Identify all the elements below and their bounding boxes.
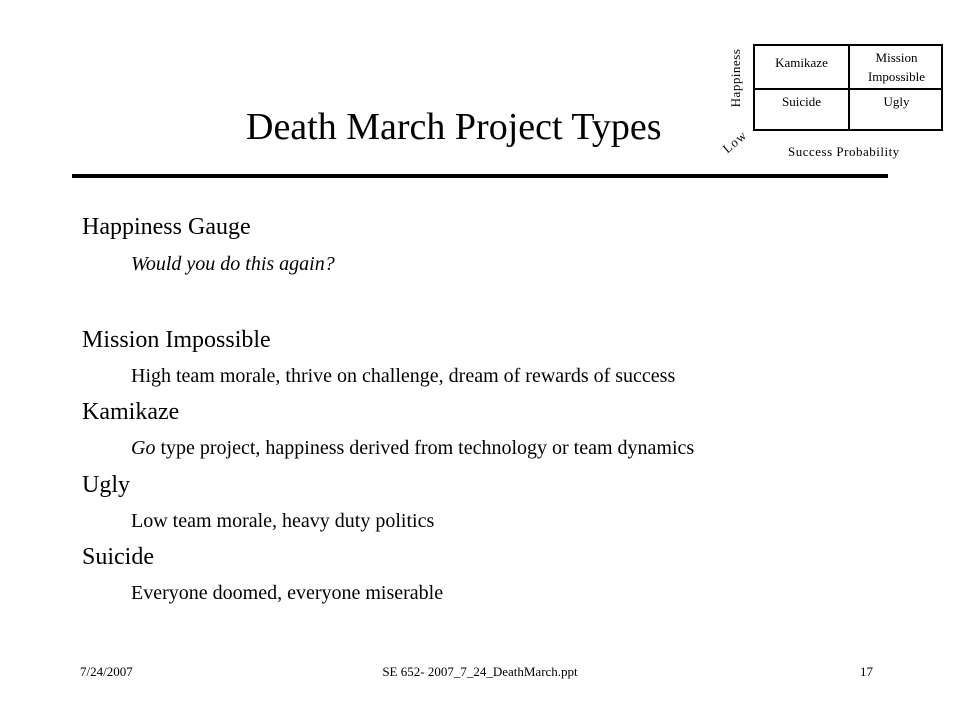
bullet-kamikaze-detail-rest: type project, happiness derived from technology or team dynamics [155, 437, 695, 459]
bullet-kamikaze-detail [131, 436, 694, 460]
footer-page-number: 17 [860, 664, 873, 679]
bullet-happiness-gauge: Happiness Gauge [82, 214, 251, 240]
footer-date: 7/24/2007 [80, 664, 133, 679]
quadrant-mission-impossible [850, 46, 943, 88]
quadrant-mission-impossible-line1: Mission [875, 50, 918, 65]
bullet-kamikaze-detail-italic: Go [131, 437, 156, 459]
quadrant-kamikaze: Kamikaze [775, 54, 828, 70]
bullet-suicide-detail: Everyone doomed, everyone miserable [131, 582, 444, 604]
bullet-ugly: Ugly [82, 472, 130, 498]
bullet-happiness-gauge-detail: Would you do this again? [131, 253, 335, 275]
bullet-kamikaze: Kamikaze [82, 399, 180, 425]
bullet-mission-impossible-detail: High team morale, thrive on challenge, dream of rewards of success [131, 365, 676, 387]
bullet-ugly-detail: Low team morale, heavy duty politics [131, 510, 435, 532]
title-underline [72, 174, 888, 178]
bullet-mission-impossible: Mission Impossible [82, 327, 271, 353]
quadrant-diagram [753, 44, 943, 131]
quadrant-suicide: Suicide [782, 93, 821, 109]
quadrant-ugly: Ugly [883, 93, 910, 109]
y-axis-label: Happiness [728, 48, 743, 108]
quadrant-mission-impossible-line2: Impossible [867, 69, 926, 84]
footer-filename: SE 652- 2007_7_24_DeathMarch.ppt [382, 664, 578, 679]
bullet-suicide: Suicide [82, 544, 154, 570]
origin-label: Low [719, 127, 750, 156]
slide-title: Death March Project Types [246, 106, 662, 148]
x-axis-label: Success Probability [788, 144, 900, 159]
